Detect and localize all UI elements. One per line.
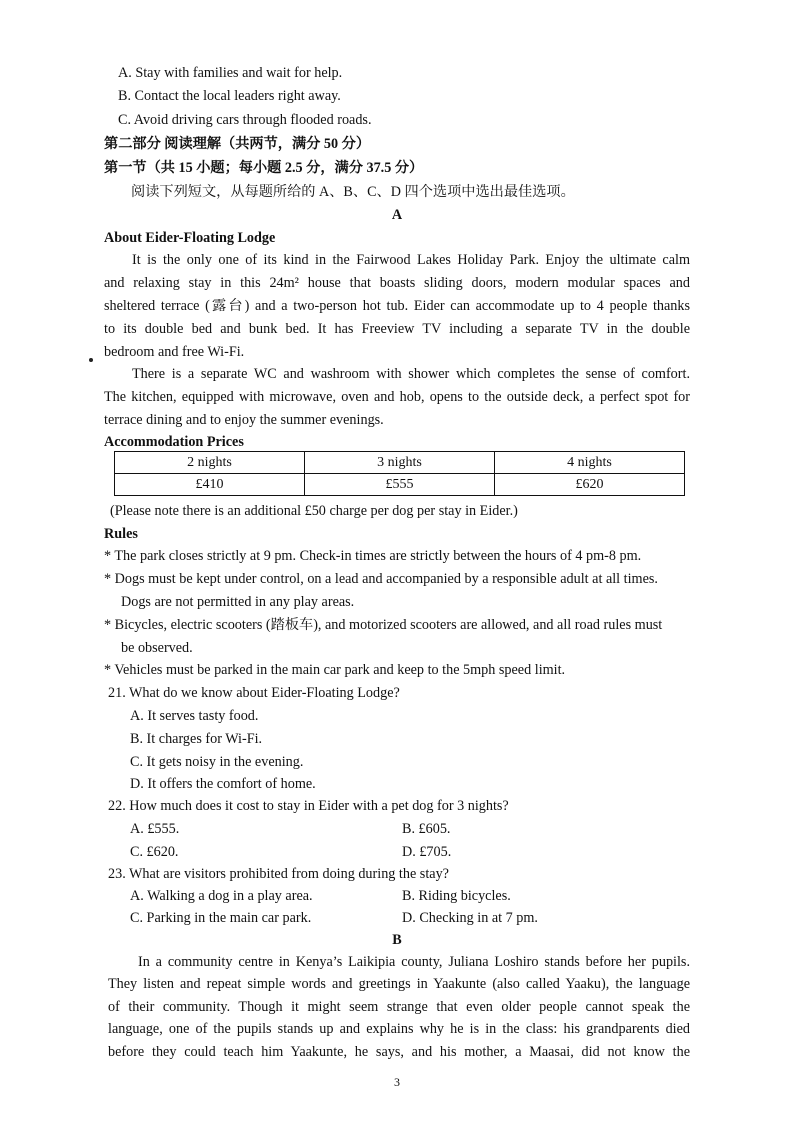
rule-item: * Dogs must be kept under control, on a lead and accompanied by a responsible adult at all times. (104, 571, 658, 587)
question-21-option-a: A. It serves tasty food. (130, 708, 259, 724)
question-22-stem: 22. How much does it cost to stay in Eider with a pet dog for 3 nights? (108, 798, 509, 814)
question-21-option-c: C. It gets noisy in the evening. (130, 754, 304, 770)
question-21-stem: 21. What do we know about Eider-Floating Lodge? (108, 685, 400, 701)
passage-a-p2-line: The kitchen, equipped with microwave, oven and hob, opens to the outside deck, a perfect spot for (104, 389, 690, 405)
passage-a-p1-line: bedroom and free Wi-Fi. (104, 344, 245, 360)
prices-title: Accommodation Prices (104, 434, 244, 450)
table-cell: £620 (495, 474, 685, 496)
passage-a-p1-line: to its double bed and bunk bed. It has Freeview TV including a separate TV in the double (104, 321, 690, 337)
dog-note: (Please note there is an additional £50 charge per dog per stay in Eider.) (110, 503, 518, 519)
rules-title: Rules (104, 526, 138, 542)
rule-item-continued: be observed. (121, 640, 193, 656)
passage-a-p2-line: terrace dining and to enjoy the summer evenings. (104, 412, 384, 428)
question-23-option-b: B. Riding bicycles. (402, 888, 511, 904)
question-22-option-b: B. £605. (402, 821, 451, 837)
prev-option-b: B. Contact the local leaders right away. (118, 88, 341, 104)
question-23-option-c: C. Parking in the main car park. (130, 910, 312, 926)
prices-table (114, 451, 685, 496)
passage-a-p1-line: and relaxing stay in this 24m² house that boasts sliding doors, modern modular spaces and (104, 275, 690, 291)
rule-item: * Bicycles, electric scooters (踏板车), and motorized scooters are allowed, and all road rules must (104, 617, 663, 633)
table-cell: 2 nights (115, 452, 305, 474)
passage-b-line: In a community centre in Kenya’s Laikipia county, Juliana Loshiro stands before her pupils. (138, 954, 690, 970)
subsection-header: 第一节（共 15 小题；每小题 2.5 分，满分 37.5 分） (104, 160, 424, 176)
table-row (115, 474, 685, 496)
question-22-option-c: C. £620. (130, 844, 179, 860)
instruction: 阅读下列短文，从每题所给的 A、B、C、D 四个选项中选出最佳选项。 (131, 184, 575, 200)
table-row (115, 452, 685, 474)
prev-option-c: C. Avoid driving cars through flooded roads. (118, 112, 372, 128)
passage-b-line: before they could teach him Yaakunte, he says, and his mother, a Maasai, did not know the (108, 1044, 690, 1060)
passage-b-line: of their community. Though it might seem strange that even older people cannot speak the (108, 999, 690, 1015)
passage-b-label: B (392, 932, 402, 948)
stray-mark (89, 358, 93, 362)
passage-b-line: language, one of the pupils stands up and explains why he is in the class: his grandparents died (108, 1021, 690, 1037)
question-22-option-a: A. £555. (130, 821, 180, 837)
page-number: 3 (394, 1075, 400, 1089)
question-21-option-d: D. It offers the comfort of home. (130, 776, 316, 792)
passage-a-p2-line: There is a separate WC and washroom with shower which completes the sense of comfort. (132, 366, 690, 382)
passage-a-label: A (391, 207, 403, 223)
passage-a-p1-line: It is the only one of its kind in the Fairwood Lakes Holiday Park. Enjoy the ultimate calm (132, 252, 690, 268)
section-header: 第二部分 阅读理解（共两节，满分 50 分） (104, 136, 371, 152)
question-23-option-d: D. Checking in at 7 pm. (402, 910, 538, 926)
table-cell: £555 (305, 474, 495, 496)
rule-item: * Vehicles must be parked in the main car park and keep to the 5mph speed limit. (104, 662, 566, 678)
passage-a-p1-line: sheltered terrace (露台) and a two-person hot tub. Eider can accommodate up to 4 people thanks (104, 298, 690, 314)
passage-b-line: They listen and repeat simple words and greetings in Yaakunte (also called Yaaku), the language (108, 976, 690, 992)
question-23-option-a: A. Walking a dog in a play area. (130, 888, 313, 904)
prev-option-a: A. Stay with families and wait for help. (118, 65, 343, 81)
rule-item: * The park closes strictly at 9 pm. Check-in times are strictly between the hours of 4 pm-8 pm. (104, 548, 642, 564)
rule-item-continued: Dogs are not permitted in any play areas. (121, 594, 355, 610)
question-21-option-b: B. It charges for Wi-Fi. (130, 731, 263, 747)
table-cell: 3 nights (305, 452, 495, 474)
question-23-stem: 23. What are visitors prohibited from doing during the stay? (108, 866, 449, 882)
question-22-option-d: D. £705. (402, 844, 452, 860)
table-cell: £410 (115, 474, 305, 496)
table-cell: 4 nights (495, 452, 685, 474)
passage-a-title: About Eider-Floating Lodge (104, 230, 276, 246)
